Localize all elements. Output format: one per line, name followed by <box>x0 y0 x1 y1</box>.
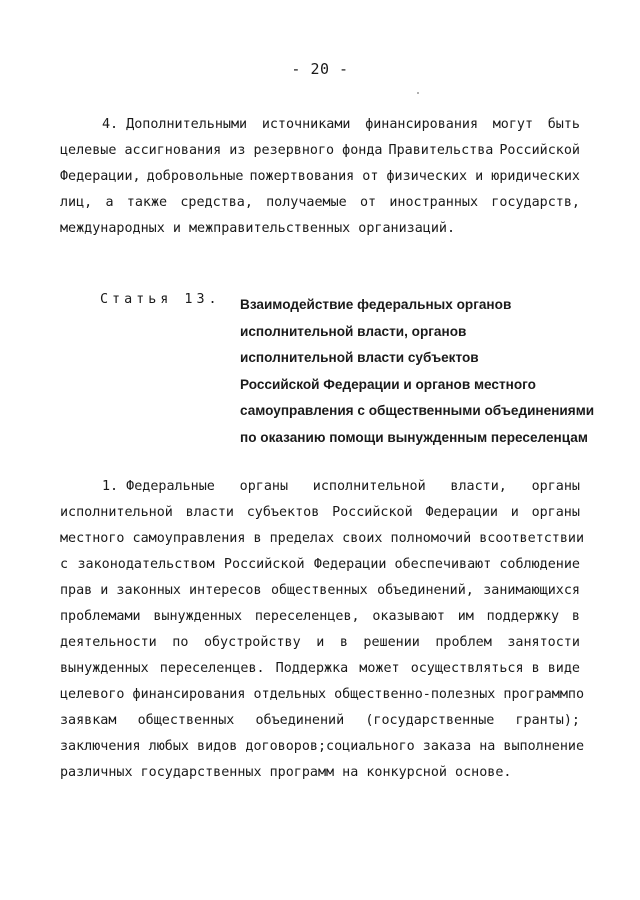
text-line <box>60 138 580 164</box>
text-segment: международных и межправительственных организаций. <box>60 221 456 236</box>
text-line <box>60 216 580 242</box>
text-line <box>60 500 580 526</box>
article-title-line: самоуправления с общественными объединениями <box>240 403 595 418</box>
text-segment: целевого финансирования отдельных общественно-полезных программ <box>60 687 568 702</box>
page-number: - 20 - <box>291 60 349 78</box>
text-segment: источниками <box>261 117 351 132</box>
text-segment: (государственные <box>365 713 495 728</box>
text-segment: может <box>359 661 400 676</box>
text-segment: органы <box>239 479 289 494</box>
text-segment: соответствии <box>487 531 585 546</box>
article-title-line: по оказанию помощи вынужденным переселенцам <box>240 429 588 445</box>
text-segment: а <box>105 195 114 210</box>
text-segment: заявкам <box>60 713 117 728</box>
text-line <box>60 190 580 216</box>
text-segment: также <box>126 195 168 210</box>
text-segment: органы <box>531 505 580 520</box>
text-segment: Федерации <box>425 505 498 520</box>
text-segment: занятости <box>507 635 580 650</box>
text-segment: Поддержка <box>275 661 349 676</box>
text-segment: вынужденных <box>153 609 243 624</box>
text-segment: им <box>457 609 474 624</box>
text-line <box>60 474 580 500</box>
text-segment: объединений <box>255 713 345 728</box>
paragraph-1 <box>60 474 585 786</box>
text-line <box>60 578 580 604</box>
text-segment: целевые ассигнования из резервного фонда <box>60 143 383 158</box>
text-segment: 4. Дополнительными <box>102 117 248 132</box>
text-line <box>60 164 580 190</box>
text-line <box>60 604 580 630</box>
article-title-line: Российской Федерации и органов местного <box>240 376 536 392</box>
text-segment: Правительства <box>388 143 494 158</box>
text-segment: лиц, <box>60 195 93 210</box>
text-segment: исполнительной <box>312 479 426 494</box>
text-segment: финансирования <box>365 117 479 132</box>
text-segment: Российской <box>223 557 305 572</box>
text-segment: решении <box>363 635 420 650</box>
text-segment: объединений, <box>377 583 474 598</box>
text-segment: общественных <box>270 583 368 598</box>
text-line <box>60 112 580 138</box>
text-segment: местного самоуправления в пределах своих полномочий в <box>60 531 488 546</box>
text-line <box>60 526 585 552</box>
text-segment: оказывают <box>372 609 445 624</box>
article-label: Статья 13. <box>100 292 221 307</box>
article-title-line: Взаимодействие федеральных органов <box>240 297 512 312</box>
text-segment: средства, <box>180 195 253 210</box>
text-segment: Федерации обеспечивают соблюдение <box>313 557 580 572</box>
text-segment: власти <box>185 505 234 520</box>
text-segment: осуществляться в виде <box>410 661 580 676</box>
text-line <box>60 708 580 734</box>
text-segment: общественных <box>137 713 235 728</box>
article-title <box>240 292 595 451</box>
article-title-line: исполнительной власти, органов <box>240 323 467 339</box>
text-segment: прав и законных интересов <box>60 583 262 598</box>
text-segment: субъектов <box>246 505 320 520</box>
text-line <box>60 682 585 708</box>
text-segment: социального заказа на выполнение <box>326 739 585 754</box>
text-segment: гранты); <box>515 713 580 728</box>
text-segment: вынужденных <box>60 661 149 676</box>
text-line <box>60 656 580 682</box>
text-line <box>60 552 580 578</box>
text-segment: иностранных <box>389 195 479 210</box>
text-segment: 1. Федеральные <box>102 479 215 494</box>
text-segment: по <box>567 687 585 702</box>
text-segment: исполнительной <box>60 505 173 520</box>
text-segment: государств, <box>491 195 580 210</box>
text-line <box>60 734 585 760</box>
text-segment: добровольные <box>146 169 244 184</box>
text-segment: пожертвования от физических и юридических <box>249 169 580 184</box>
text-segment: получаемые <box>266 195 347 210</box>
text-segment: переселенцев. <box>159 661 265 676</box>
scan-speck <box>417 92 419 94</box>
text-segment: Российской <box>499 143 580 158</box>
text-segment: проблем <box>435 635 492 650</box>
text-segment: по <box>172 635 189 650</box>
text-segment: с <box>60 557 69 572</box>
text-segment: заключения любых видов договоров; <box>60 739 327 754</box>
text-segment: занимающихся <box>483 583 580 598</box>
text-segment: и <box>510 505 519 520</box>
text-segment: проблемами <box>60 609 141 624</box>
text-segment: деятельности <box>60 635 157 650</box>
paragraph-4 <box>60 112 580 242</box>
text-segment: в <box>571 609 580 624</box>
text-line <box>60 630 580 656</box>
text-segment: быть <box>547 117 580 132</box>
text-segment: от <box>359 195 377 210</box>
text-segment: поддержку <box>486 609 560 624</box>
article-title-line: исполнительной власти субъектов <box>240 350 479 365</box>
text-segment: в <box>339 635 348 650</box>
text-segment: законодательством <box>77 557 215 572</box>
text-segment: власти, <box>450 479 507 494</box>
text-segment: органы <box>531 479 580 494</box>
text-segment: Федерации, <box>60 169 141 184</box>
text-segment: Российской <box>332 505 413 520</box>
text-segment: могут <box>492 117 534 132</box>
text-line <box>60 760 580 786</box>
text-segment: и <box>316 635 325 650</box>
text-segment: обустройству <box>203 635 301 650</box>
text-segment: различных государственных программ на конкурсной основе. <box>60 765 512 780</box>
text-segment: переселенцев, <box>254 609 360 624</box>
